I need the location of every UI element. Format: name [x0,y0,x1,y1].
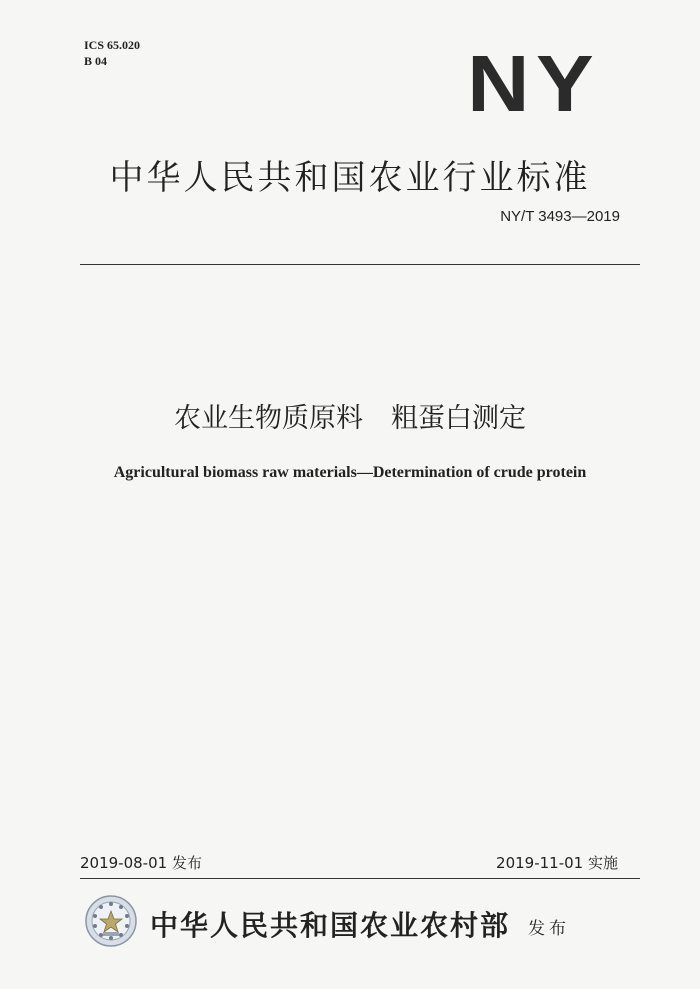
bottom-divider [80,878,640,879]
ics-code: ICS 65.020 [84,38,141,52]
ccs-code: B 04 [84,54,108,68]
national-emblem-icon [84,894,138,948]
standard-number: NY/T 3493—2019 [500,208,620,225]
issue-date: 2019-08-01 发布 [80,854,202,872]
ny-logo: NY [467,39,600,128]
implementation-date: 2019-11-01 实施 [496,854,618,872]
english-title: Agricultural biomass raw materials—Determination of crude protein [113,464,587,481]
chinese-title-part1: 农业生物质原料 [174,403,363,434]
standard-category: 中华人民共和国农业行业标准 [109,158,591,198]
publish-label: 发布 [528,919,570,939]
chinese-title-part2: 粗蛋白测定 [391,403,526,434]
classification-codes [84,37,140,69]
chinese-title [0,396,700,435]
top-divider [80,264,640,265]
issuing-authority: 中华人民共和国农业农村部 [150,909,511,942]
